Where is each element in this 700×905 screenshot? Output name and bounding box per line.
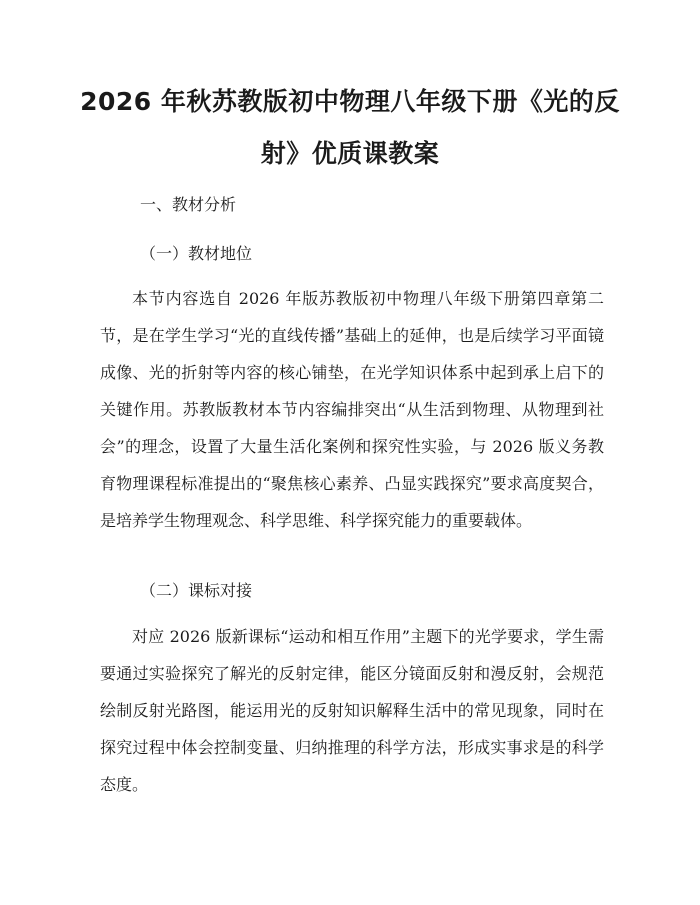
paragraph-curriculum-alignment: 对应 2026 版新课标“运动和相互作用”主题下的光学要求，学生需要通过实验探究了解光的反射定律，能区分镜面反射和漫反射，会规范绘制反射光路图，能运用光的反射知识解释生活中的常见现象，同时在探究过程中体会控制变量、归纳推理的科学方法，形成实事求是的科学态度。 — [100, 627, 604, 794]
paragraph-textbook-status: 本节内容选自 2026 年版苏教版初中物理八年级下册第四章第二节，是在学生学习“光的直线传播”基础上的延伸，也是后续学习平面镜成像、光的折射等内容的核心铺垫，在光学知识体系中起到承上启下的关键作用。苏教版教材本节内容编排突出“从生活到物理、从物理到社会”的理念，设置了大量生活化案例和探究性实验，与 2026 版义务教育物理课程标准提出的“聚焦核心素养、凸显实践探究”要求高度契合，是培养学生物理观念、科学思维、科学探究能力的重要载体。 — [100, 289, 604, 530]
subsection-heading-textbook-status: （一）教材地位 — [140, 244, 253, 263]
section-heading-textbook-analysis: 一、教材分析 — [140, 195, 237, 214]
document-title: 2026 年秋苏教版初中物理八年级下册《光的反射》优质课教案 — [80, 87, 620, 168]
subsection-heading-curriculum-alignment: （二）课标对接 — [140, 581, 253, 600]
